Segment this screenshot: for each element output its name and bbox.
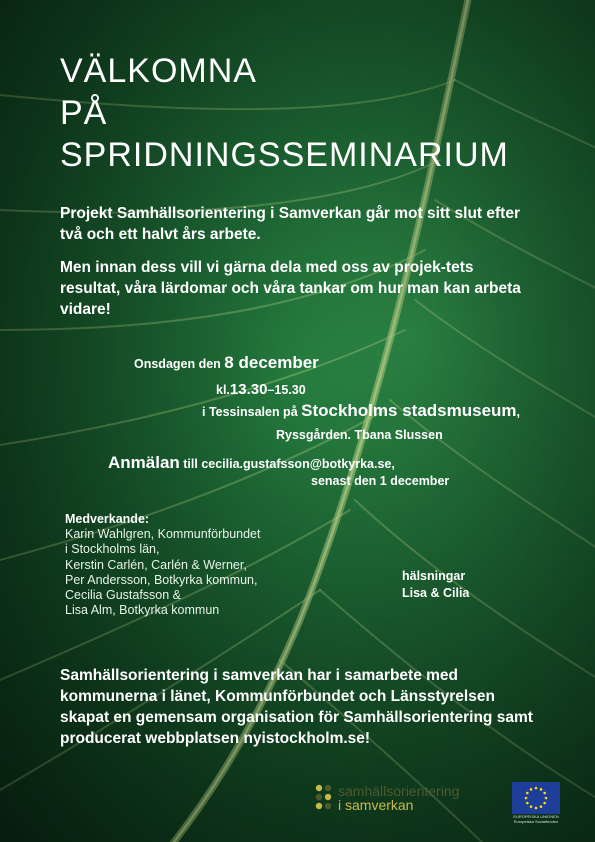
- eu-star: [525, 797, 528, 800]
- credits-heading: Medverkande:: [65, 512, 150, 526]
- title-line-2: PÅ: [60, 94, 108, 132]
- eu-star: [540, 788, 543, 791]
- eu-logo: [512, 782, 560, 824]
- eu-flag-icon: [512, 782, 560, 814]
- event-time-line: [216, 381, 306, 398]
- time-start: 13.30: [229, 381, 268, 398]
- event-date-line: [134, 353, 319, 373]
- greeting: [402, 568, 469, 602]
- date-prefix: Onsdagen den: [134, 357, 225, 371]
- event-venue-line: [202, 401, 520, 421]
- credits-line: Per Andersson, Botkyrka kommun,: [65, 572, 258, 587]
- signup-line: [108, 453, 395, 473]
- eu-star: [535, 807, 538, 810]
- logo-text-line-1: samhällsorientering: [338, 783, 460, 799]
- eu-star: [543, 792, 546, 795]
- title-line-3: SPRIDNINGSSEMINARIUM: [60, 136, 509, 174]
- venue-suffix: ,: [516, 405, 521, 419]
- event-location: Ryssgården. Tbana Slussen: [276, 428, 443, 442]
- credits-line: Cecilia Gustafsson &: [65, 588, 182, 603]
- intro-paragraph-2: Men innan dess vill vi gärna dela med oss av projek-tets resultat, våra lärdomar och våra tankar om hur man kan arbeta vidare!: [60, 259, 521, 318]
- eu-caption-line-1: EUROPEISKA UNIONEN: [513, 814, 559, 819]
- eu-star: [540, 805, 543, 808]
- credits-line: Kerstin Carlén, Carlén & Werner,: [65, 557, 247, 572]
- credits-line: i Stockholms län,: [65, 542, 160, 557]
- credits-line: Lisa Alm, Botkyrka kommun: [65, 603, 220, 618]
- event-venue: Stockholms stadsmuseum: [301, 401, 517, 420]
- credits-line: Karin Wahlgren, Kommunförbundet: [65, 527, 261, 542]
- venue-prefix: i Tessinsalen på: [202, 405, 302, 419]
- logo-text-line-2: i samverkan: [338, 797, 414, 813]
- eu-star: [526, 792, 529, 795]
- time-prefix: kl.: [216, 383, 230, 397]
- eu-star: [530, 788, 533, 791]
- eu-star: [545, 797, 548, 800]
- samhallsorientering-logo: [314, 783, 459, 813]
- eu-star: [530, 805, 533, 808]
- eu-caption-line-2: Europeiska Socialfonden: [513, 819, 559, 824]
- closing-paragraph: Samhällsorientering i samverkan har i samarbete med kommunerna i länet, Kommunförbundet och Länsstyrelsen skapat en gemensam organisation för Samhällsorientering samt producerat webbplatsen nyistockholm.se!: [60, 667, 533, 747]
- greeting-signature: Lisa & Cilia: [402, 586, 470, 600]
- signup-deadline: senast den 1 december: [311, 474, 450, 488]
- eu-star: [535, 787, 538, 790]
- event-date: 8 december: [224, 353, 319, 372]
- title-line-1: VÄLKOMNA: [60, 52, 257, 90]
- time-end: –15.30: [267, 383, 306, 397]
- intro-paragraph-1: Projekt Samhällsorientering i Samverkan går mot sitt slut efter två och ett halvt års arbete.: [60, 205, 520, 243]
- dots-logo-icon: [314, 783, 336, 813]
- credits-list: [65, 512, 260, 618]
- signup-email-link[interactable]: till cecilia.gustafsson@botkyrka.se,: [179, 457, 395, 471]
- greeting-line-1: hälsningar: [402, 569, 466, 583]
- eu-star: [526, 802, 529, 805]
- signup-label: Anmälan: [108, 453, 180, 472]
- poster-title: [60, 50, 509, 176]
- eu-star: [543, 802, 546, 805]
